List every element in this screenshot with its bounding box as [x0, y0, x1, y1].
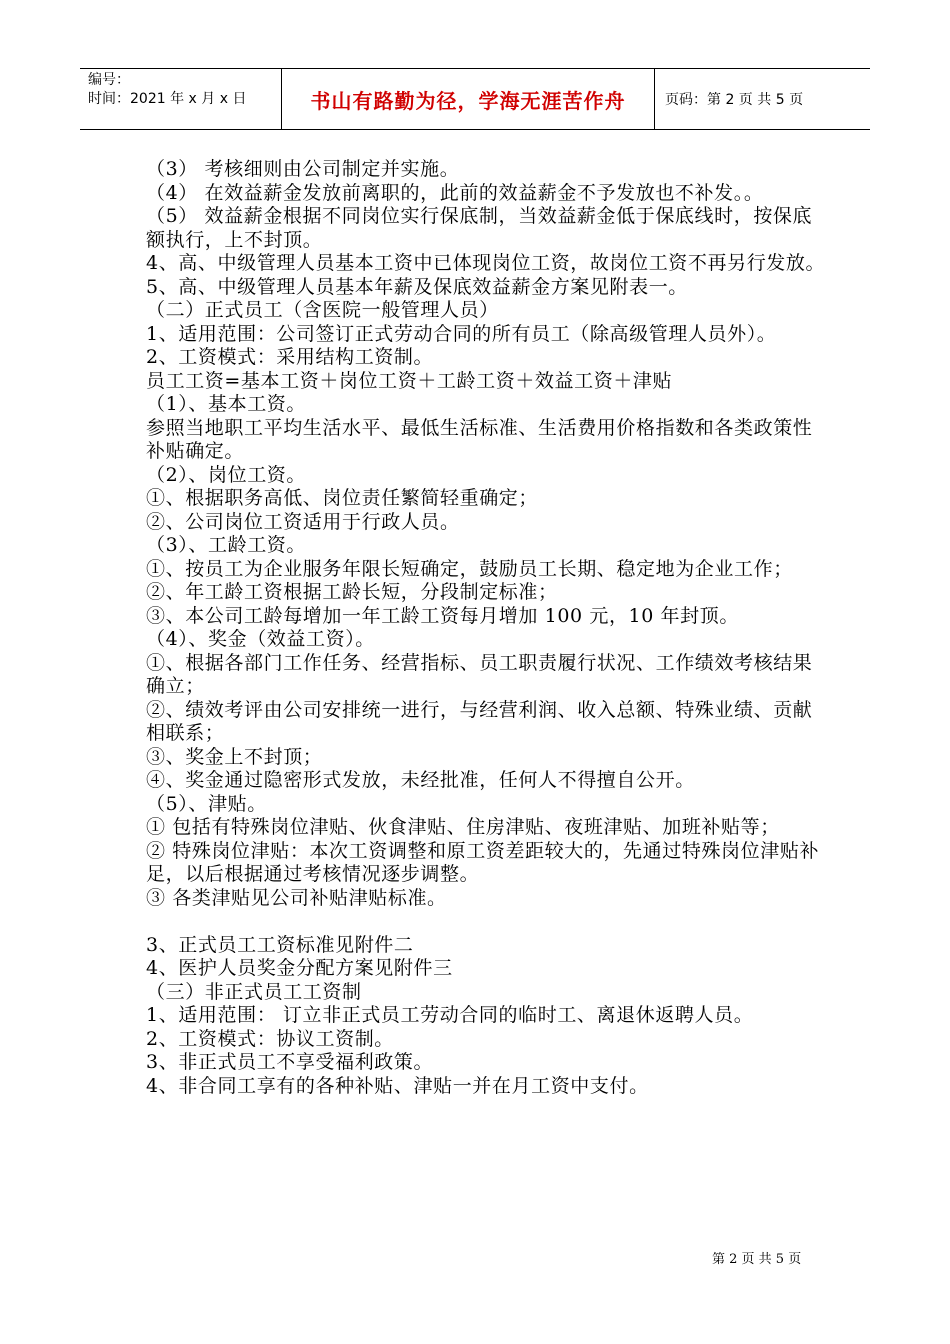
body-paragraph: 参照当地职工平均生活水平、最低生活标准、生活费用价格指数和各类政策性补贴确定。 — [146, 416, 813, 462]
page-footer-number: 第 2 页 共 5 页 — [712, 1252, 802, 1267]
body-paragraph: ③ 各类津贴见公司补贴津贴标准。 — [146, 886, 447, 909]
body-paragraph: （4） 在效益薪金发放前离职的，此前的效益薪金不予发放也不补发。。 — [146, 181, 764, 204]
body-paragraph: （1）、基本工资。 — [146, 393, 306, 415]
header-motto: 书山有路勤为径，学海无涯苦作舟 — [282, 69, 655, 129]
document-date-label: 时间：2021 年 x 月 x 日 — [88, 91, 247, 107]
body-paragraph: 5、高、中级管理人员基本年薪及保底效益薪金方案见附表一。 — [146, 275, 688, 298]
page-header — [80, 68, 870, 130]
body-paragraph: （5） 效益薪金根据不同岗位实行保底制，当效益薪金低于保底线时，按保底额执行，上不封顶。 — [146, 205, 813, 251]
body-paragraph: ①、根据各部门工作任务、经营指标、员工职责履行状况、工作绩效考核结果确立； — [146, 651, 813, 697]
body-paragraph: ② 特殊岗位津贴：本次工资调整和原工资差距较大的，先通过特殊岗位津贴补足，以后根据通过考核情况逐步调整。 — [146, 839, 820, 885]
body-paragraph: 4、医护人员奖金分配方案见附件三 — [146, 957, 453, 979]
section-heading: （二）正式员工（含医院一般管理人员） — [146, 299, 499, 321]
body-paragraph: （5）、津贴。 — [146, 792, 267, 815]
body-paragraph: ③、本公司工龄每增加一年工龄工资每月增加 100 元，10 年封顶。 — [146, 604, 739, 627]
body-paragraph: ①、按员工为企业服务年限长短确定，鼓励员工长期、稳定地为企业工作； — [146, 557, 793, 580]
salary-formula: 员工工资=基本工资＋岗位工资＋工龄工资＋效益工资＋津贴 — [146, 369, 673, 392]
body-paragraph: 4、高、中级管理人员基本工资中已体现岗位工资，故岗位工资不再另行发放。 — [146, 252, 826, 274]
body-paragraph: 2、工资模式：协议工资制。 — [146, 1027, 394, 1050]
body-paragraph: ①、根据职务高低、岗位责任繁简轻重确定； — [146, 487, 539, 509]
body-paragraph: 3、非正式员工不享受福利政策。 — [146, 1051, 434, 1073]
header-meta — [80, 69, 282, 129]
body-paragraph: 3、正式员工工资标准见附件二 — [146, 933, 414, 956]
body-paragraph: 2、工资模式：采用结构工资制。 — [146, 346, 434, 368]
body-paragraph: （4）、奖金（效益工资）。 — [146, 628, 375, 650]
body-paragraph: 1、适用范围： 订立非正式员工劳动合同的临时工、离退休返聘人员。 — [146, 1004, 754, 1026]
body-paragraph: （2）、岗位工资。 — [146, 463, 306, 486]
body-paragraph: ②、绩效考评由公司安排统一进行，与经营利润、收入总额、特殊业绩、贡献相联系； — [146, 698, 813, 744]
body-paragraph: ③、奖金上不封顶； — [146, 745, 323, 768]
body-paragraph: ②、公司岗位工资适用于行政人员。 — [146, 510, 460, 533]
header-page-number: 页码：第 2 页 共 5 页 — [665, 92, 804, 108]
body-paragraph: ① 包括有特殊岗位津贴、伙食津贴、住房津贴、夜班津贴、加班补贴等； — [146, 816, 780, 838]
body-paragraph: （3） 考核细则由公司制定并实施。 — [146, 158, 460, 180]
document-body — [146, 158, 826, 1098]
body-paragraph: 1、适用范围：公司签订正式劳动合同的所有员工（除高级管理人员外）。 — [146, 322, 777, 345]
body-paragraph: ②、年工龄工资根据工龄长短，分段制定标准； — [146, 581, 558, 603]
body-paragraph: ④、奖金通过隐密形式发放，未经批准，任何人不得擅自公开。 — [146, 769, 695, 791]
section-heading: （三）非正式员工工资制 — [146, 980, 362, 1003]
body-paragraph: （3）、工龄工资。 — [146, 534, 306, 556]
body-paragraph: 4、非合同工享有的各种补贴、津贴一并在月工资中支付。 — [146, 1074, 649, 1097]
paragraph-spacer — [146, 910, 826, 934]
document-number-label: 编号： — [88, 72, 130, 88]
